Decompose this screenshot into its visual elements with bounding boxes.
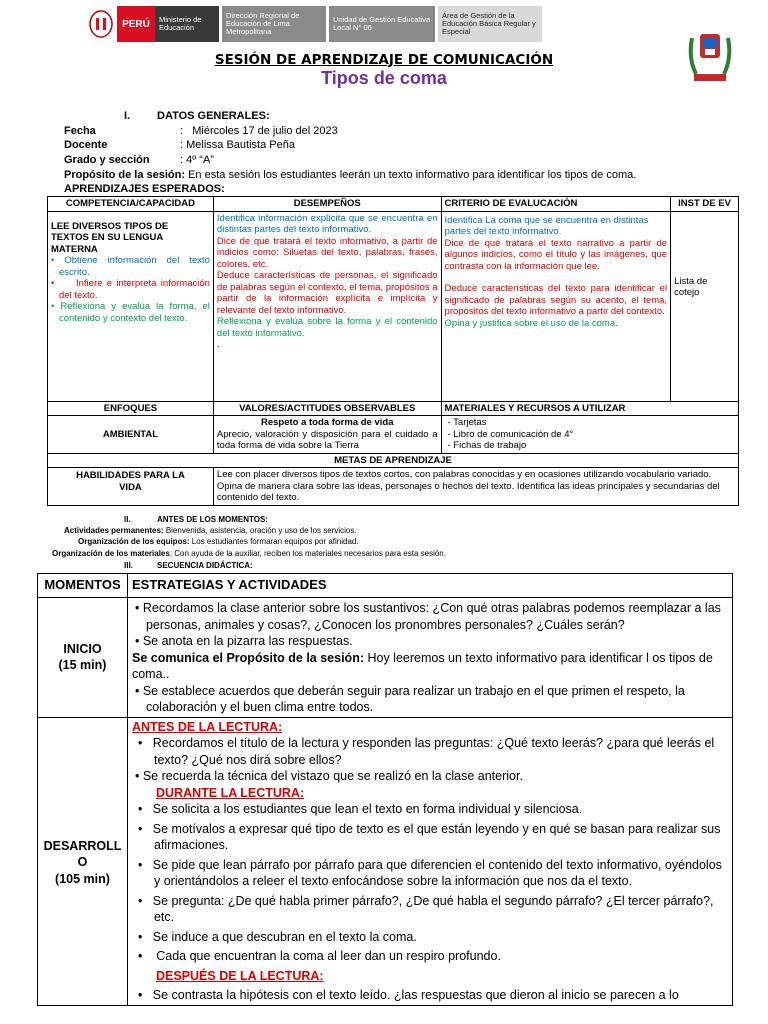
desempeno-5: . (216, 339, 220, 350)
inicio-cell (38, 598, 128, 718)
header-materiales: MATERIALES Y RECURSOS A UTILIZAR (441, 401, 738, 416)
fecha-label: Fecha (64, 125, 96, 137)
aprendizajes-table (47, 196, 739, 506)
ugel-label: Unidad de Gestión Educativa Local N° 06 (329, 6, 435, 42)
session-title: SESIÓN DE APRENDIZAJE DE COMUNICACIÓN (214, 52, 554, 68)
header-enfoques: ENFOQUES (48, 401, 214, 416)
header-competencia: COMPETENCIA/CAPACIDAD (48, 197, 214, 212)
secuencia-num: III. (124, 561, 133, 570)
secuencia-table (37, 573, 733, 1006)
enfoque-value: AMBIENTAL (48, 416, 214, 454)
header-momentos: MOMENTOS (38, 574, 128, 598)
criterio-3: Deduce características del texto para identificar el significado de palabras según su acento, el tema, propósitos del texto informativo a partir del contexto. (444, 283, 668, 317)
header-criterio: CRITERIO DE EVALUCACIÓN (441, 197, 671, 212)
ministry-header (85, 6, 542, 42)
capacidad-1: • Obtiene información del texto escrito. (51, 255, 210, 278)
durante-heading: DURANTE LA LECTURA: (155, 785, 305, 800)
actividades-line: Actividades permanentes: Bienvenida, asistencia, oración y uso de los servicios. (64, 526, 357, 535)
grado-value: : 4º “A” (180, 154, 214, 166)
equipos-line: Organización de los equipos: Los estudiantes formaran equipos por afinidad. (78, 537, 359, 546)
antes-heading: ANTES DE LA LECTURA: (131, 719, 283, 734)
inicio-item-1: • Recordamos la clase anterior sobre los sustantivos: ¿Con qué otras palabras podemos reemplazar a las personas, animales y cosas?, ¿Conocen los pronombres personales? ¿Cuáles serán? (134, 601, 721, 632)
desarrollo-cell (38, 717, 128, 1005)
instrumento-text: Lista de cotejo (674, 275, 708, 298)
durante-item-4: • Se pregunta: ¿De qué habla primer párrafo?, ¿De qué habla el segundo párrafo? ¿El tercer párrafo?, etc. (137, 893, 714, 924)
valor-title: Respeto a toda forma de vida (260, 417, 394, 428)
durante-item-1: • Se solicita a los estudiantes que lean el texto en forma individual y silenciosa. (137, 802, 583, 816)
material-3: - Fichas de trabajo (447, 440, 527, 451)
inicio-label: INICIO (63, 641, 102, 656)
despues-heading: DESPUÉS DE LA LECTURA: (155, 968, 324, 983)
ministerio-label: Ministerio de Educación (155, 6, 219, 42)
momentos-heading: ANTES DE LOS MOMENTOS: (157, 515, 268, 524)
desarrollo-label-a: DESARROLL (43, 838, 122, 853)
proposito-line: Propósito de la sesión: En esta sesión los estudiantes leerán un texto informativo para identificar los tipos de coma. (64, 169, 637, 181)
valor-text: Aprecio, valoración y disposición para el cuidado a toda forma de vida sobre la Tierra (216, 428, 438, 451)
grado-label: Grado y sección (64, 154, 150, 166)
header-estrategias: ESTRATEGIAS Y ACTIVIDADES (127, 574, 732, 598)
despues-item-1: • Se contrasta la hipótesis con el texto leído. ¿las respuestas que dieron al inicio se parecen a lo (137, 988, 679, 1002)
capacidad-2: • Infiere e interpreta información del texto. (51, 278, 210, 301)
session-subtitle: Tipos de coma (321, 68, 447, 88)
durante-item-5: • Se induce a que descubran en el texto la coma. (137, 929, 417, 944)
peru-label: PERÚ (117, 6, 155, 42)
desempeno-1: Identifica información explícita que se encuentra en distintas partes del texto informativo. (216, 212, 438, 235)
desempeno-3: Deduce características de personas, el significado de palabras según el contexto, el tema, propósitos a partir de la información explícita e implícita y relevante del texto informativo. (216, 270, 438, 316)
direccion-label: Dirección Regional de Educación de Lima Metropolitana (222, 6, 326, 42)
desempeno-2: Dice de qué tratará el texto informativo, a partir de indicios como: Siluetas del texto, palabras, frases, colores, etc. (216, 235, 438, 270)
fecha-value: : Miércoles 17 de julio del 2023 (180, 125, 338, 137)
criterio-4: Opina y justifica sobre el uso de la coma. (444, 317, 618, 329)
desarrollo-label-b: O (77, 855, 88, 869)
habilidades-label: HABILIDADES PARA LA VIDA (48, 468, 214, 506)
docente-value: : Melissa Bautista Peña (180, 139, 295, 151)
docente-label: Docente (64, 139, 108, 151)
metas-text: Lee con placer diversos tipos de textos cortos, con palabras conocidas y en ocasiones utilizando vocabulario variado. Opina de manera clara sobre las ideas, personajes o hechos del texto. Identifica las ideas principales y secundarias del contenido del texto. (213, 468, 738, 506)
momentos-num: II. (124, 515, 131, 524)
header-desempenos: DESEMPEÑOS (213, 197, 441, 212)
header-valores: VALORES/ACTITUDES OBSERVABLES (213, 401, 441, 416)
criterio-1: Identifica La coma que se encuentra en distintas partes del texto informativo. (444, 214, 649, 237)
material-2: - Libro de comunicación de 4° (447, 428, 574, 440)
aprendizajes-heading: APRENDIZAJES ESPERADOS: (64, 183, 225, 195)
inicio-time: (15 min) (58, 658, 107, 673)
area-label: Área de Gestión de la Educación Básica Regular y Especial (438, 6, 542, 42)
header-inst: INST DE EV (671, 197, 739, 212)
criterio-2: Dice de qué tratará el texto narrativo a partir de algunos indicios, como el título y las imágenes, que contrasta con la información que lee. (444, 237, 668, 272)
secuencia-heading: SECUENCIA DIDÁCTICA: (157, 561, 253, 570)
desempeno-4: Reflexiona y evalúa sobre la forma y el contenido del texto informativo. (216, 316, 438, 339)
durante-item-3: • Se pide que lean párrafo por párrafo para que diferencien el contenido del texto informativo, oyéndolos y orientándolos a releer el texto enfocándose sobre la información que nos da el texto. (137, 857, 722, 888)
competencia-text: LEE DIVERSOS TIPOS DE TEXTOS EN SU LENGUA MATERNA (51, 220, 169, 255)
antes-item-2: • Se recuerda la técnica del vistazo que se realizó en la clase anterior. (134, 769, 523, 783)
antes-item-1: • Recordamos el título de la lectura y responden las preguntas: ¿Qué texto leerás? ¿para qué leerás el texto? ¿Qué nos dirá sobre ellos? (137, 736, 715, 767)
durante-item-6: • Cada que encuentran la coma al leer dan un respiro profundo. (137, 949, 501, 963)
inicio-proposito: Se comunica el Propósito de la sesión: Hoy leeremos un texto informativo para identificar l os tipos de coma.. (131, 650, 713, 681)
peru-seal-icon (85, 6, 117, 42)
material-1: - Tarjetas (447, 417, 487, 428)
materiales-line: Organización de los materiales: Con ayuda de la auxiliar, reciben los materiales necesarios para esta sesión. (52, 549, 446, 558)
inicio-item-3: • Se establece acuerdos que deberán seguir para realizar un trabajo en el que primen el respeto, la colaboración y el buen clima entre todos. (134, 683, 685, 714)
durante-item-2: • Se motívalos a expresar qué tipo de texto es el que están leyendo y en qué se basan para realizar sus afirmaciones. (137, 821, 721, 852)
datos-heading: DATOS GENERALES: (157, 110, 270, 122)
inicio-item-2: • Se anota en la pizarra las respuestas. (134, 634, 353, 648)
header-metas: METAS DE APRENDIZAJE (48, 453, 739, 468)
datos-heading-num: I. (124, 110, 131, 122)
capacidad-3: • Reflexiona y evalúa la forma, el contenido y contexto del texto. (51, 301, 210, 324)
desarrollo-time: (105 min) (55, 871, 110, 886)
